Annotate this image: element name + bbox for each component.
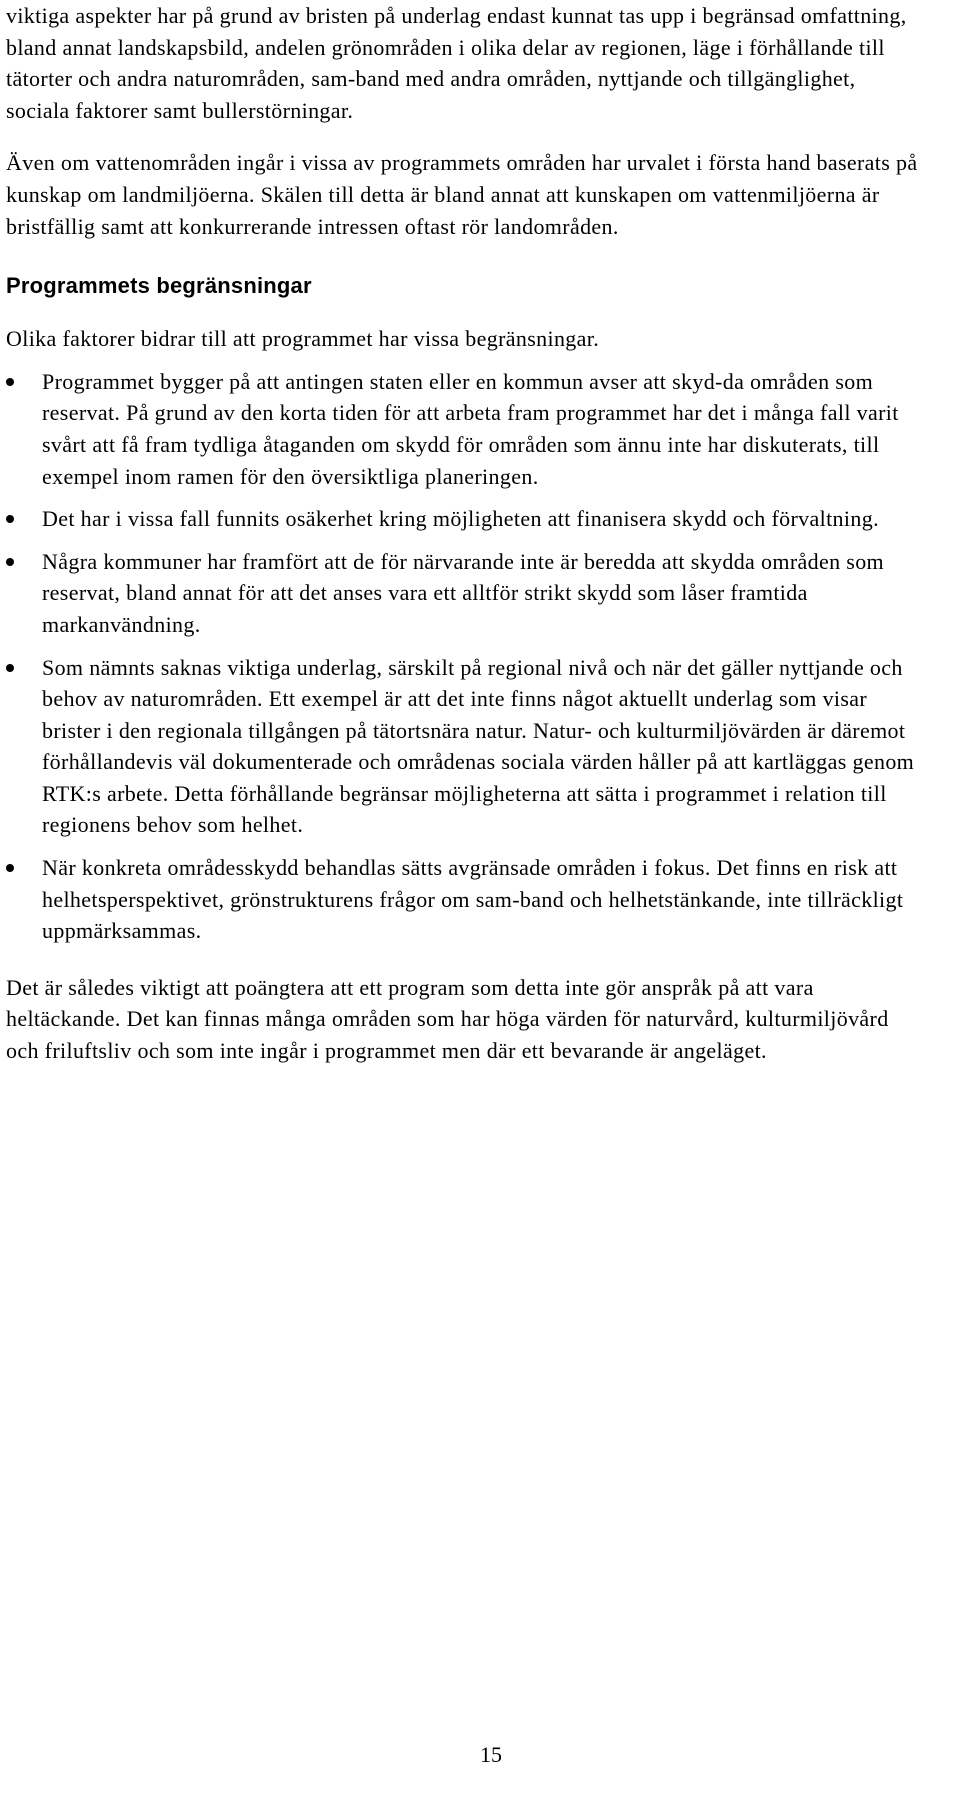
list-item-text: Programmet bygger på att antingen staten eller en kommun avser att skyd-da områden som reservat. På grund av den korta tiden för att arbeta fram programmet har det i många fall varit svårt att få fram tydliga åtaganden om skydd för områden som ännu inte har diskuterats, till exempel inom ramen för den översiktliga planeringen. [42, 368, 899, 489]
bullet-dot-icon [6, 515, 14, 523]
closing-paragraph: Det är således viktigt att poängtera att ett program som detta inte gör anspråk på att vara heltäckande. Det kan finnas många områden som har höga värden för naturvård, kulturmiljövård och friluftsliv och som inte ingår i programmet men där ett bevarande är angeläget. [6, 974, 889, 1064]
list-item [6, 852, 922, 947]
page-number: 15 [480, 1742, 502, 1767]
body-paragraph: viktiga aspekter har på grund av bristen på underlag endast kunnat tas upp i begränsad omfattning, bland annat landskapsbild, andelen grönområden i olika delar av regionen, läge i förhållande till tätorter och andra naturområden, sam-band med andra områden, nyttjande och tillgänglighet, sociala faktorer samt bullerstörningar. [6, 3, 907, 123]
section-intro: Olika faktorer bidrar till att programmet har vissa begränsningar. [6, 326, 600, 352]
list-item [6, 652, 922, 842]
list-item-text: När konkreta områdesskydd behandlas sätts avgränsade områden i fokus. Det finns en risk att helhetsperspektivet, grönstrukturens frågor om sam-band och helhetstänkande, inte tillräckligt uppmärksammas. [42, 855, 904, 944]
body-paragraph: Även om vattenområden ingår i vissa av programmets områden har urvalet i första hand baserats på kunskap om landmiljöerna. Skälen till detta är bland annat att kunskapen om vattenmiljöerna är bristfällig samt att konkurrerande intressen oftast rör landområden. [6, 150, 918, 239]
list-item [6, 546, 922, 641]
list-item [6, 503, 922, 535]
list-item [6, 366, 922, 492]
bullet-dot-icon [6, 664, 14, 672]
bullet-dot-icon [6, 864, 14, 872]
bullet-dot-icon [6, 378, 14, 386]
section-heading: Programmets begränsningar [6, 273, 312, 299]
bullet-dot-icon [6, 558, 14, 566]
page-body [6, 0, 922, 1067]
list-item-text: Några kommuner har framfört att de för närvarande inte är beredda att skydda områden som reservat, bland annat för att det anses vara ett alltför strikt skydd som låser framtida markanvändning. [42, 548, 885, 637]
list-item-text: Som nämnts saknas viktiga underlag, särskilt på regional nivå och när det gäller nyttjande och behov av naturområden. Ett exempel är att det inte finns något aktuellt underlag som visar brister i den regionala tillgången på tätortsnära natur. Natur- och kulturmiljövärden är däremot förhållandevis väl dokumenterade och områdenas sociala värden håller på att kartläggas genom RTK:s arbete. Detta förhållande begränsar möjligheterna att sätta i programmet i relation till regionens behov som helhet. [42, 654, 915, 838]
bullet-list [6, 366, 922, 947]
list-item-text: Det har i vissa fall funnits osäkerhet kring möjligheten att finanisera skydd och förvaltning. [42, 506, 879, 532]
